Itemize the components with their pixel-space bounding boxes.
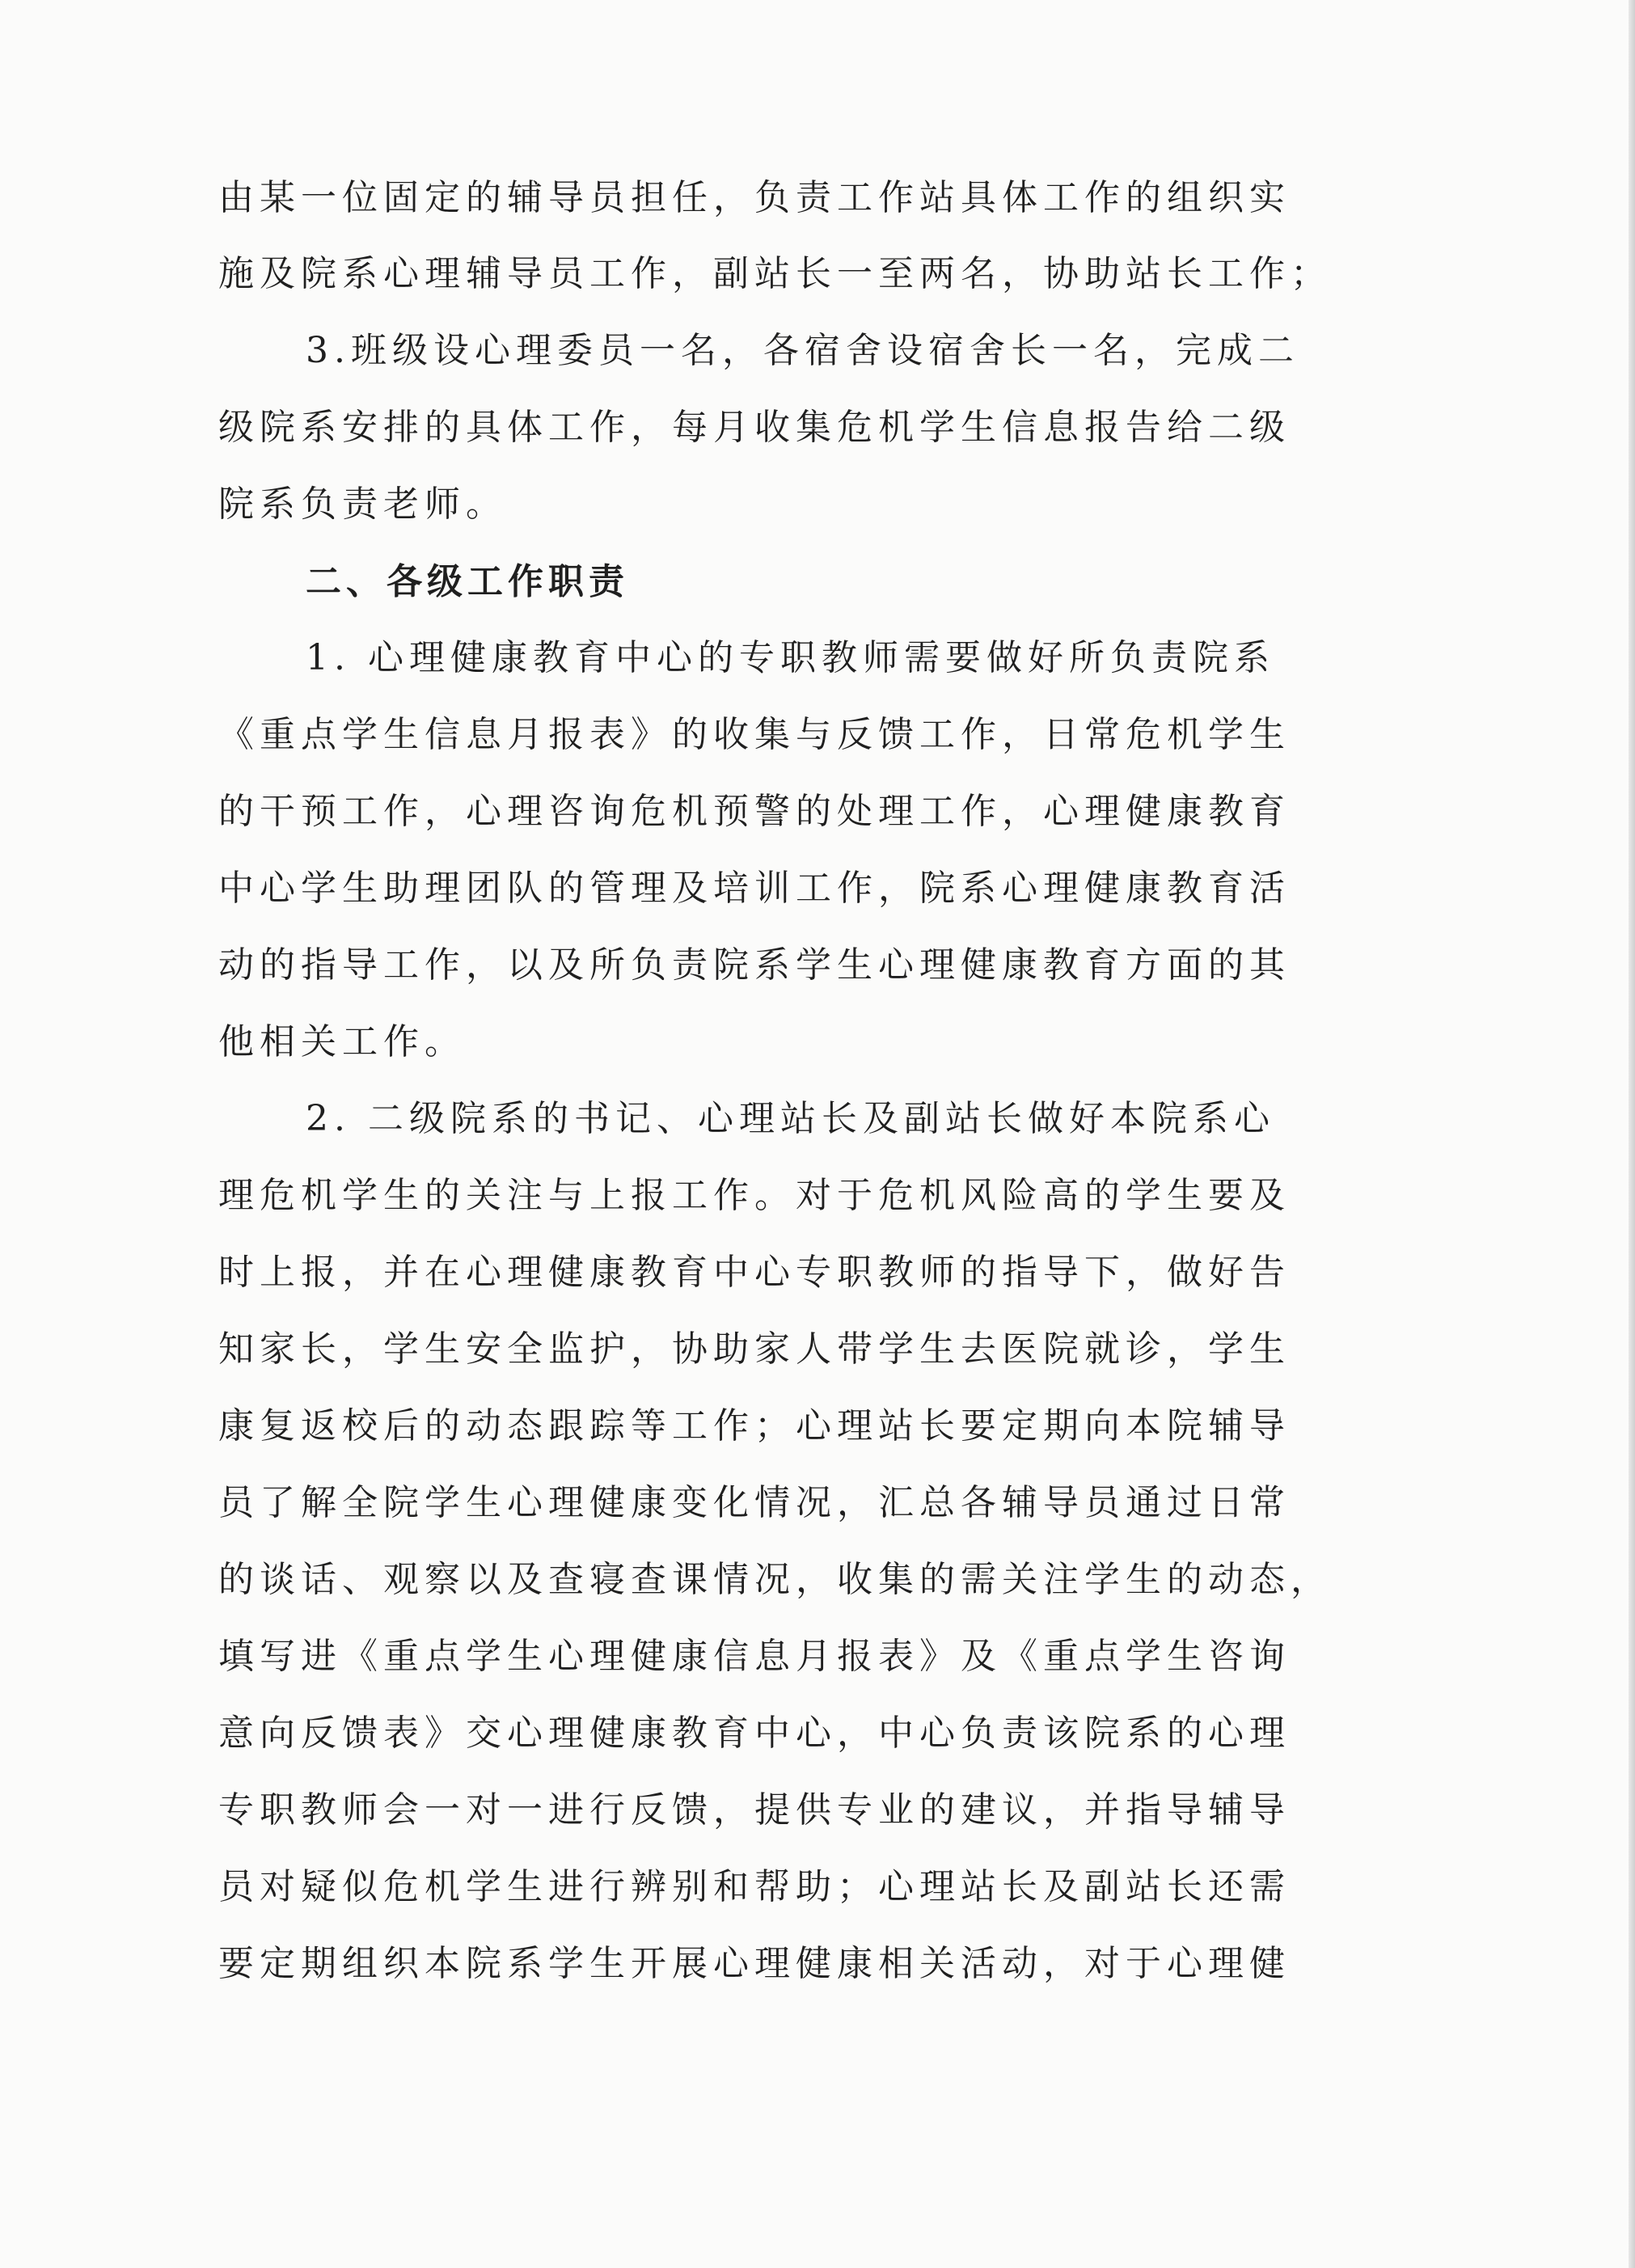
duty2-line-2: 理危机学生的关注与上报工作。对于危机风险高的学生要及 xyxy=(218,1175,1291,1216)
duty1-line-5: 动的指导工作，以及所负责院系学生心理健康教育方面的其 xyxy=(218,944,1291,986)
duty2-line-5: 康复返校后的动态跟踪等工作；心理站长要定期向本院辅导 xyxy=(218,1405,1291,1447)
section1-tail-line-1: 由某一位固定的辅导员担任，负责工作站具体工作的组织实 xyxy=(218,177,1291,218)
duty2-line-8: 填写进《重点学生心理健康信息月报表》及《重点学生咨询 xyxy=(218,1636,1291,1677)
section-heading-duties: 二、各级工作职责 xyxy=(306,561,629,602)
duty2-line-6: 员了解全院学生心理健康变化情况，汇总各辅导员通过日常 xyxy=(218,1482,1291,1523)
scan-edge xyxy=(1629,0,1635,2268)
duty2-line-1: 2. 二级院系的书记、心理站长及副站长做好本院系心 xyxy=(306,1098,1275,1139)
item3-line-2: 级院系安排的具体工作，每月收集危机学生信息报告给二级 xyxy=(218,407,1291,448)
duty2-line-4: 知家长，学生安全监护，协助家人带学生去医院就诊，学生 xyxy=(218,1328,1291,1370)
item3-line-1: 3.班级设心理委员一名，各宿舍设宿舍长一名，完成二 xyxy=(306,330,1299,371)
duty2-line-3: 时上报，并在心理健康教育中心专职教师的指导下，做好告 xyxy=(218,1252,1291,1293)
duty2-line-9: 意向反馈表》交心理健康教育中心，中心负责该院系的心理 xyxy=(218,1713,1291,1754)
duty1-line-3: 的干预工作，心理咨询危机预警的处理工作，心理健康教育 xyxy=(218,791,1291,832)
section1-tail-line-2: 施及院系心理辅导员工作，副站长一至两名，协助站长工作； xyxy=(218,253,1332,294)
duty1-line-4: 中心学生助理团队的管理及培训工作，院系心理健康教育活 xyxy=(218,868,1291,909)
duty1-line-2: 《重点学生信息月报表》的收集与反馈工作，日常危机学生 xyxy=(218,714,1291,755)
duty2-line-10: 专职教师会一对一进行反馈，提供专业的建议，并指导辅导 xyxy=(218,1789,1291,1831)
duty1-line-1: 1. 心理健康教育中心的专职教师需要做好所负责院系 xyxy=(306,637,1275,678)
duty2-line-12: 要定期组织本院系学生开展心理健康相关活动，对于心理健 xyxy=(218,1943,1291,1984)
duty2-line-7: 的谈话、观察以及查寝查课情况，收集的需关注学生的动态， xyxy=(218,1559,1332,1600)
item3-line-3: 院系负责老师。 xyxy=(218,484,507,525)
duty2-line-11: 员对疑似危机学生进行辨别和帮助；心理站长及副站长还需 xyxy=(218,1866,1291,1907)
duty1-line-6: 他相关工作。 xyxy=(218,1021,466,1062)
